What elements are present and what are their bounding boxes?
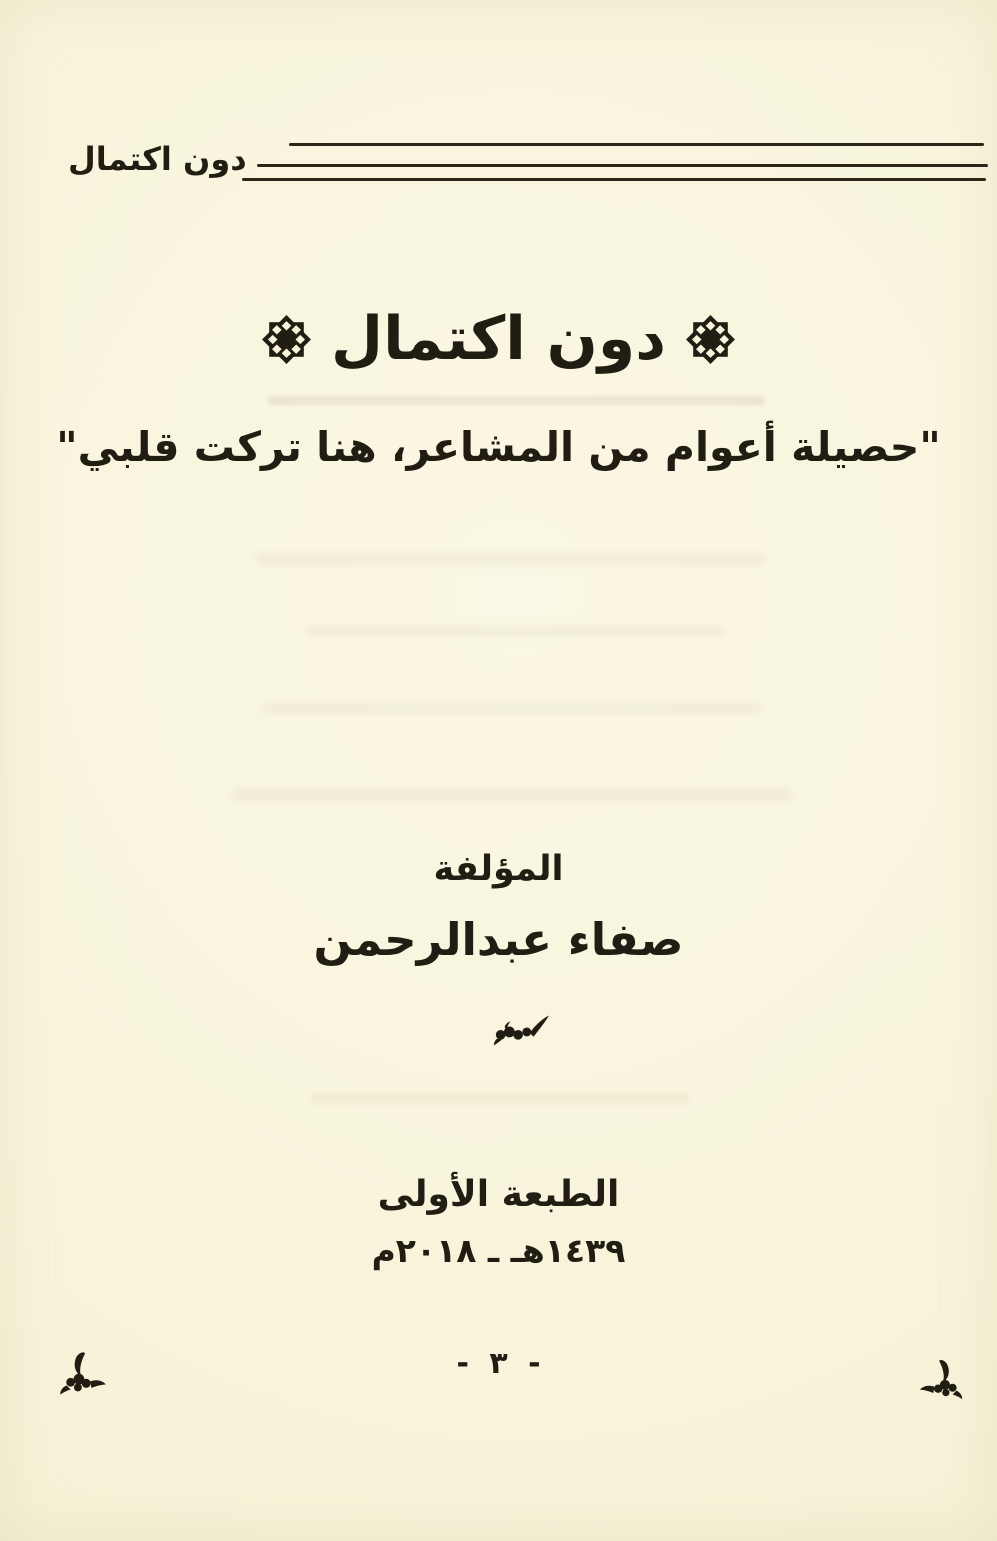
show-through-artifact — [255, 552, 765, 566]
floral-sprig-icon — [918, 1352, 968, 1410]
show-through-artifact — [232, 788, 792, 802]
calligraphic-flourish-icon — [491, 1010, 551, 1050]
book-subtitle: "حصيلة أعوام من المشاعر، هنا تركت قلبي" — [56, 423, 941, 471]
header-rule-top — [289, 143, 984, 146]
author-name: صفاء عبدالرحمن — [313, 913, 684, 966]
running-title: دون اكتمال — [68, 140, 247, 178]
show-through-artifact — [305, 625, 725, 637]
edition-label: الطبعة الأولى — [377, 1174, 620, 1215]
page-number: - ٣ - — [456, 1346, 541, 1381]
floral-sprig-icon — [54, 1348, 108, 1402]
header-rule-middle — [257, 164, 988, 167]
scan-smudge-artifact — [268, 396, 764, 405]
show-through-artifact — [310, 1092, 690, 1104]
eight-pointed-star-icon — [258, 311, 315, 368]
edition-date: ١٤٣٩هـ ـ ٢٠١٨م — [371, 1231, 626, 1270]
eight-pointed-star-icon — [682, 311, 739, 368]
author-label: المؤلفة — [433, 849, 564, 889]
header-rule-bottom — [242, 178, 986, 181]
book-title: دون اكتمال — [331, 304, 666, 374]
show-through-artifact — [262, 702, 762, 715]
title-block — [0, 305, 997, 374]
